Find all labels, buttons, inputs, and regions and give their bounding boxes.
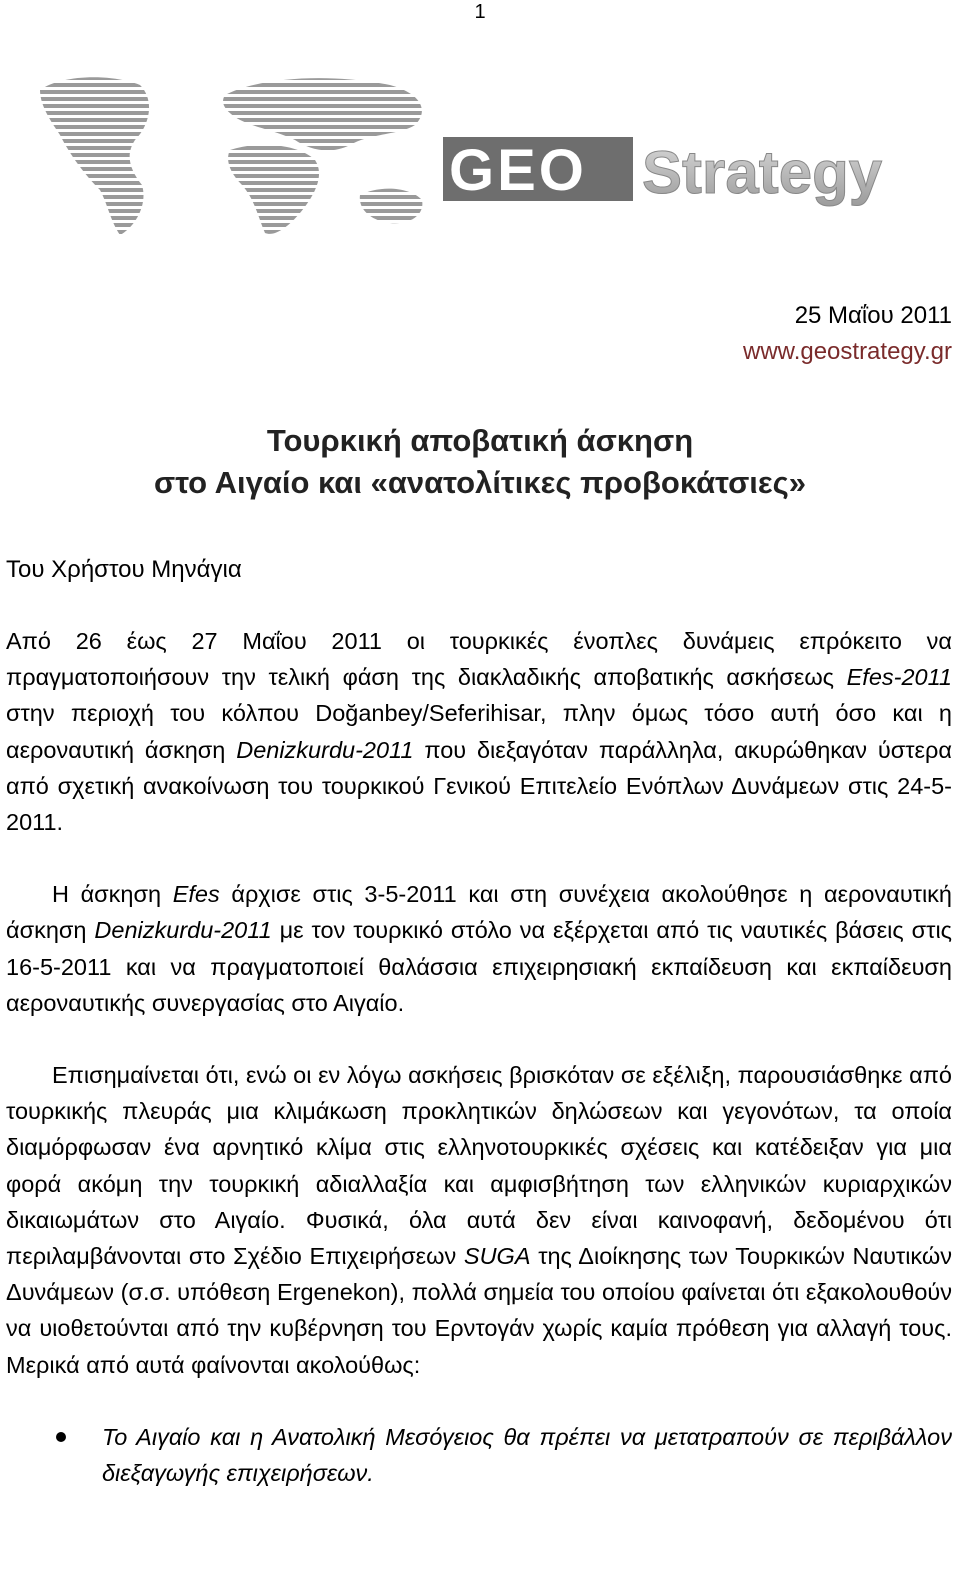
logo-wordmark (443, 137, 883, 206)
svg-text:GEO: GEO (449, 138, 587, 203)
bullet-list (6, 1419, 952, 1491)
title-line-2: στο Αιγαίο και «ανατολίτικες προβοκάτσιες» (154, 465, 806, 500)
article-title (0, 420, 960, 504)
bullet-icon (56, 1432, 66, 1442)
page-number: 1 (474, 1, 486, 23)
paragraph-1: Από 26 έως 27 Μαΐου 2011 οι τουρκικές ένοπλες δυνάμεις επρόκειτο να πραγματοποιήσουν την τελική φάση της διακλαδικής αποβατικής ασκήσεως Efes-2011 στην περιοχή του κόλπου Doğanbey/Seferihisar, πλην όμως τόσο αυτή όσο και η αεροναυτική άσκηση Denizkurdu-2011 που διεξαγόταν παράλληλα, ακυρώθηκαν ύστερα από σχετική ανακοίνωση του τουρκικού Γενικού Επιτελείο Ενόπλων Δυνάμεων στις 24-5-2011. (6, 628, 952, 836)
svg-text:Strategy: Strategy (642, 139, 883, 206)
title-line-1: Τουρκική αποβατική άσκηση (266, 423, 694, 458)
paragraph-3: Επισημαίνεται ότι, ενώ οι εν λόγω ασκήσεις βρισκόταν σε εξέλιξη, παρουσιάσθηκε από τουρκικής πλευράς μια κλιμάκωση προκλητικών δηλώσεων και γεγονότων, τα οποία διαμόρφωσαν ένα αρνητικό κλίμα στις ελληνοτουρκικές σχέσεις και κατέδειξαν για μια φορά ακόμη την τουρκική αδιαλλαξία και αμφισβήτηση των ελληνικών κυριαρχικών δικαιωμάτων στο Αιγαίο. Φυσικά, όλα αυτά δεν είναι καινοφανή, δεδομένου ότι περιλαμβάνονται στο Σχέδιο Επιχειρήσεων SUGA της Διοίκησης των Τουρκικών Ναυτικών Δυνάμεων (σ.σ. υπόθεση Ergenekon), πολλά σημεία του οποίου φαίνεται ότι εξακολουθούν να υιοθετούνται από την κυβέρνηση του Ερντογάν χωρίς καμία πρόθεση για αλλαγή τους. Μερικά από αυτά φαίνονται ακολούθως: (6, 1062, 952, 1378)
paragraph-2: Η άσκηση Efes άρχισε στις 3-5-2011 και στη συνέχεια ακολούθησε η αεροναυτική άσκηση Denizkurdu-2011 με τον τουρκικό στόλο να εξέρχεται από τις ναυτικές βάσεις στις 16-5-2011 και να πραγματοποιεί θαλάσσια επιχειρησιακή εκπαίδευση και εκπαίδευση αεροναυτικής συνεργασίας στο Αιγαίο. (6, 881, 952, 1016)
geostrategy-logo (30, 55, 930, 245)
list-item: Το Αιγαίο και η Ανατολική Μεσόγειος θα πρέπει να μετατραπούν σε περιβάλλον διεξαγωγής επιχειρήσεων. (6, 1419, 952, 1491)
publication-date: 25 Μαΐου 2011 (794, 302, 952, 329)
globe-stripes-icon (40, 77, 422, 235)
article-body (6, 623, 952, 1491)
author-byline: Του Χρήστου Μηνάγια (6, 556, 242, 583)
website-link[interactable]: www.geostrategy.gr (743, 338, 952, 365)
date-block (743, 298, 952, 370)
